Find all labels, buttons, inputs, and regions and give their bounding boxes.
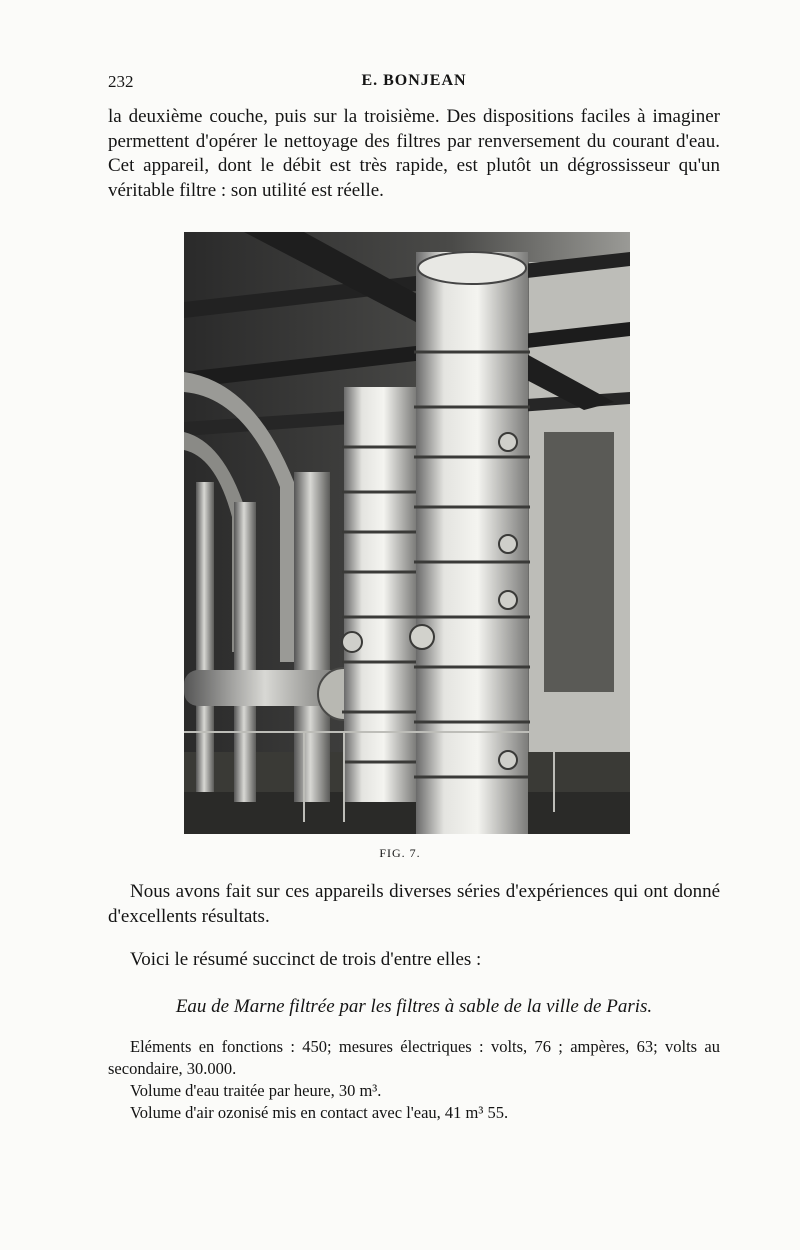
figure-caption: FIG. 7. bbox=[379, 846, 421, 860]
experiment-heading: Eau de Marne filtrée par les filtres à sable de la ville de Paris. bbox=[175, 996, 653, 1017]
photograph-ozonization-columns-icon bbox=[184, 232, 630, 834]
figure-photograph bbox=[184, 232, 630, 834]
running-title: E. BONJEAN bbox=[361, 72, 467, 89]
result-line-air-volume: Volume d'air ozonisé mis en contact avec l'eau, 41 m³ 55. bbox=[130, 1103, 509, 1122]
experiment-results bbox=[108, 1036, 720, 1124]
page-header bbox=[108, 72, 720, 98]
result-line-water-volume: Volume d'eau traitée par heure, 30 m³. bbox=[130, 1081, 382, 1100]
paragraph-summary-intro: Voici le résumé succinct de trois d'entre elles : bbox=[130, 949, 482, 970]
paragraph-intro: la deuxième couche, puis sur la troisième. Des dispositions faciles à imaginer permettent d'opérer le nettoyage des filtres par renversement du courant d'eau. Cet appareil, dont le débit est très rapide, est plutôt un dégrossisseur qu'un véritable filtre : son utilité est réelle. bbox=[108, 106, 720, 201]
paragraph-experiments: Nous avons fait sur ces appareils diverses séries d'expériences qui ont donné d'excellents résultats. bbox=[108, 881, 720, 927]
result-line-elements: Eléments en fonctions : 450; mesures électriques : volts, 76 ; ampères, 63; volts au secondaire, 30.000. bbox=[108, 1037, 720, 1078]
page-number: 232 bbox=[108, 72, 134, 91]
